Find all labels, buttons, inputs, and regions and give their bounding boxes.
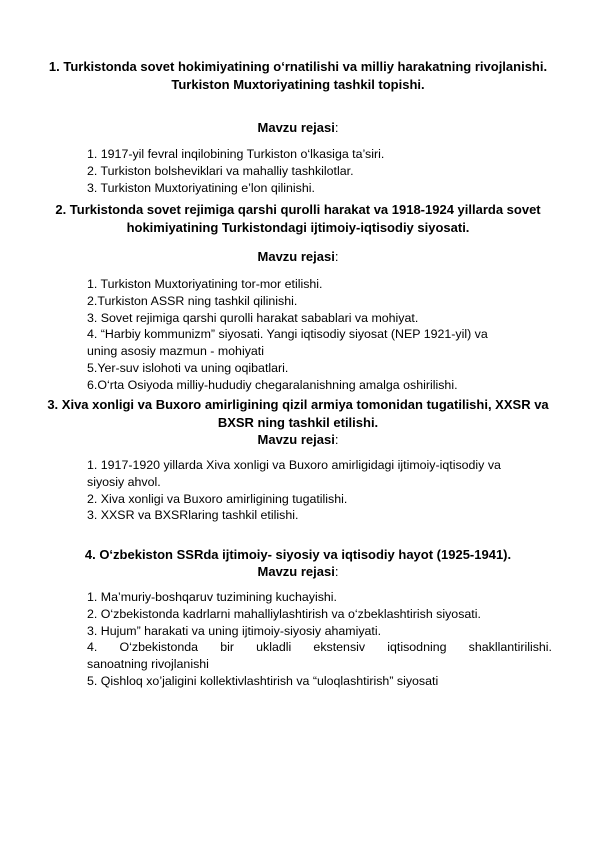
- list-item: siyosiy ahvol.: [87, 474, 161, 489]
- section-1-heading: 1. Turkistonda sovet hokimiyatining o‘rnatilishi va milliy harakatning rivojlanishi. Turkiston Muxtoriyatining tashkil topishi.: [48, 59, 548, 92]
- section-3-plan-list: [0, 457, 596, 524]
- list-item: 3. Sovet rejimiga qarshi qurolli harakat sabablari va mohiyat.: [87, 310, 419, 325]
- section-1-plan-list: [0, 146, 596, 196]
- list-item: 1. 1917-yil fevral inqilobining Turkiston o‘lkasiga ta’siri.: [87, 147, 385, 161]
- list-item: 3. Hujum” harakati va uning ijtimoiy-siyosiy ahamiyati.: [87, 623, 382, 638]
- list-item: 5.Yer-suv islohoti va uning oqibatlari.: [87, 360, 289, 375]
- section-3: [0, 396, 596, 432]
- list-item: 4. “Harbiy kommunizm” siyosati. Yangi iqtisodiy siyosat (NEP 1921-yil) va: [87, 327, 488, 342]
- section-2-plan-title: Mavzu rejasi:: [257, 249, 339, 264]
- list-item: sanoatning rivojlanishi: [87, 657, 209, 672]
- list-item: uning asosiy mazmun - mohiyati: [87, 344, 264, 359]
- section-4-plan-title: Mavzu rejasi:: [257, 564, 339, 579]
- section-3-heading: 3. Xiva xonligi va Buxoro amirligining qizil armiya tomonidan tugatilishi, XXSR va BXSR ning tashkil etilishi.: [47, 397, 549, 430]
- list-item: 2. O‘zbekistonda kadrlarni mahalliylashtirish va o‘zbeklashtirish siyosati.: [87, 606, 481, 621]
- section-4: [0, 546, 596, 564]
- section-1-plan-title: Mavzu rejasi:: [257, 120, 339, 135]
- list-item: 3. Turkiston Muxtoriyatining e’lon qilinishi.: [87, 180, 315, 195]
- section-2-heading: 2. Turkistonda sovet rejimiga qarshi qurolli harakat va 1918-1924 yillarda sovet hokimiyatining Turkistondagi ijtimoiy-iqtisodiy siyosati.: [55, 202, 541, 235]
- section-1: [0, 58, 596, 94]
- list-item: 1. Turkiston Muxtoriyatining tor-mor etilishi.: [87, 277, 323, 291]
- section-2: [0, 201, 596, 237]
- list-item: 6.O‘rta Osiyoda milliy-hududiy chegaralanishning amalga oshirilishi.: [87, 377, 458, 392]
- list-item: 2. Turkiston bolsheviklari va mahalliy tashkilotlar.: [87, 163, 354, 178]
- section-4-heading: 4. O‘zbekiston SSRda ijtimoiy- siyosiy va iqtisodiy hayot (1925-1941).: [84, 547, 512, 562]
- list-item: 1. 1917-1920 yillarda Xiva xonligi va Buxoro amirligidagi ijtimoiy-iqtisodiy va: [87, 458, 501, 472]
- section-4-plan-list: [0, 589, 596, 690]
- list-item: 2. Xiva xonligi va Buxoro amirligining tugatilishi.: [87, 491, 348, 506]
- list-item: 1. Ma’muriy-boshqaruv tuzimining kuchayishi.: [87, 590, 337, 604]
- section-2-plan-list: [0, 276, 596, 394]
- list-item: 2.Turkiston ASSR ning tashkil qilinishi.: [87, 293, 298, 308]
- list-item: 3. XXSR va BXSRlaring tashkil etilishi.: [87, 508, 299, 523]
- section-3-plan-title: Mavzu rejasi:: [257, 432, 339, 447]
- list-item: 4. O‘zbekistonda bir ukladli ekstensiv iqtisodning shakllantirilishi.: [87, 640, 552, 655]
- list-item: 5. Qishloq xo’jaligini kollektivlashtirish va “uloqlashtirish” siyosati: [87, 673, 439, 688]
